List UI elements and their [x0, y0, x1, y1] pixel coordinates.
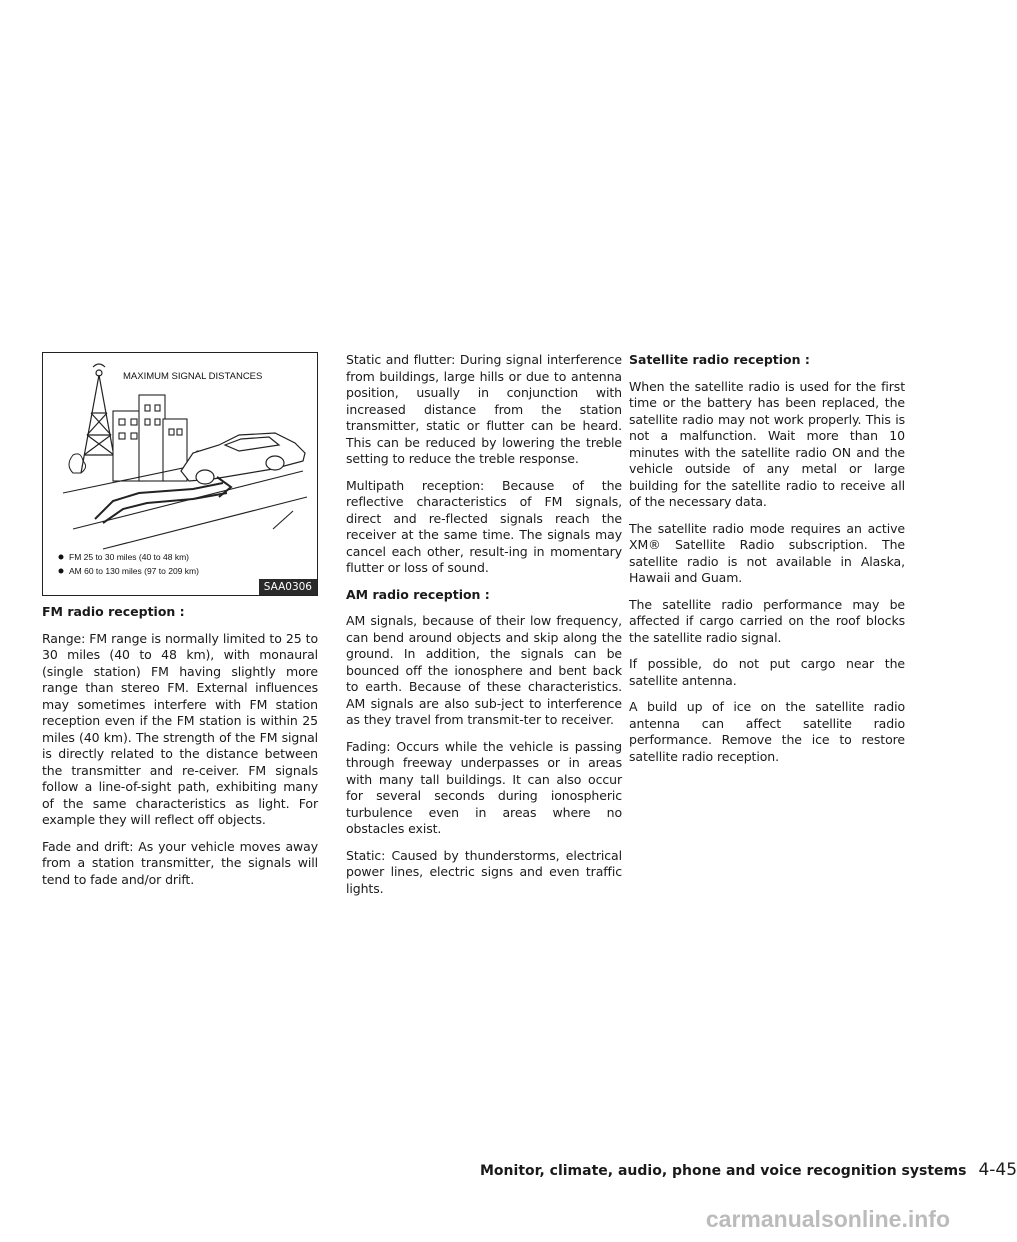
tower-icon	[81, 364, 117, 473]
fade-drift-paragraph: Fade and drift: As your vehicle moves away from a station transmitter, the signals will tend to fade and/or drift.	[42, 838, 318, 887]
possible-paragraph: If possible, do not put cargo near the satellite antenna.	[629, 656, 905, 688]
signal-distance-figure	[42, 352, 318, 596]
fm-reception-heading: FM radio reception :	[42, 604, 185, 619]
bullet-icon	[59, 569, 64, 574]
static-flutter-paragraph: Static and flutter: During signal interference from buildings, large hills or due to antenna position, usually in conjunction with increased distance from the station transmitter, static or flutter can be heard. This can be reduced by lowering the treble setting to reduce the treble response.	[346, 352, 622, 466]
figure-title: MAXIMUM SIGNAL DISTANCES	[123, 371, 263, 382]
first-time-paragraph: When the satellite radio is used for the first time or the battery has been replaced, the satellite radio may not work properly. This is not a malfunction. Wait more than 10 minutes with the satellite radio ON and the vehicle outside of any metal or large building for the satellite radio to receive all of the necessary data.	[629, 378, 905, 509]
fading-paragraph: Fading: Occurs while the vehicle is passing through freeway underpasses or in areas with many tall buildings. It can also occur for several seconds during ionospheric turbulence even in areas where no obstacles exist.	[346, 738, 622, 836]
cargo-paragraph: The satellite radio performance may be affected if cargo carried on the roof blocks the satellite radio signal.	[629, 596, 905, 645]
column-right	[629, 352, 905, 775]
figure-code: SAA0306	[259, 579, 317, 595]
subscription-paragraph: The satellite radio mode requires an active XM® Satellite Radio subscription. The satellite radio is not available in Alaska, Hawaii and Guam.	[629, 520, 905, 585]
bullet-icon	[59, 555, 64, 560]
figure-fm-range: FM 25 to 30 miles (40 to 48 km)	[69, 552, 189, 562]
page-number: 4-45	[978, 1160, 1017, 1180]
car-icon	[181, 433, 305, 484]
page-footer	[480, 1160, 1017, 1180]
column-middle	[346, 352, 622, 907]
footer-section-title: Monitor, climate, audio, phone and voice recognition systems	[480, 1163, 967, 1179]
signal-arrow-icon	[95, 477, 231, 523]
column-left	[42, 352, 318, 898]
am-reception-heading: AM radio reception :	[346, 586, 490, 602]
satellite-reception-heading: Satellite radio reception :	[629, 352, 810, 367]
am-signals-paragraph: AM signals, because of their low frequency, can bend around objects and skip along the ground. In addition, the signals can be bounced off the ionosphere and bent back to earth. Because of these characteristics. AM signals are also sub-ject to interference as they travel from transmit-ter to receiver.	[346, 613, 622, 727]
fm-range-paragraph: Range: FM range is normally limited to 25 to 30 miles (40 to 48 km), with monaural (single station) FM having slightly more range than stereo FM. External influences may sometimes interfere with FM station reception even if the FM station is within 25 miles (40 km). The strength of the FM signal is directly related to the distance between the transmitter and re-ceiver. FM signals follow a line-of-sight path, exhibiting many of the same characteristics as light. For example they will reflect off objects.	[42, 630, 318, 827]
multipath-paragraph: Multipath reception: Because of the reflective characteristics of FM signals, direct and re-flected signals reach the receiver at the same time. The signals may cancel each other, result-ing in momentary flutter or loss of sound.	[346, 477, 622, 575]
radio-tower-illustration	[43, 353, 317, 595]
ice-paragraph: A build up of ice on the satellite radio antenna can affect satellite radio performance. Remove the ice to restore satellite radio reception.	[629, 699, 905, 764]
figure-am-range: AM 60 to 130 miles (97 to 209 km)	[69, 566, 199, 576]
watermark: carmanualsonline.info	[705, 1206, 950, 1232]
static-paragraph: Static: Caused by thunderstorms, electrical power lines, electric signs and even traffic lights.	[346, 847, 622, 896]
buildings-icon	[113, 395, 187, 481]
